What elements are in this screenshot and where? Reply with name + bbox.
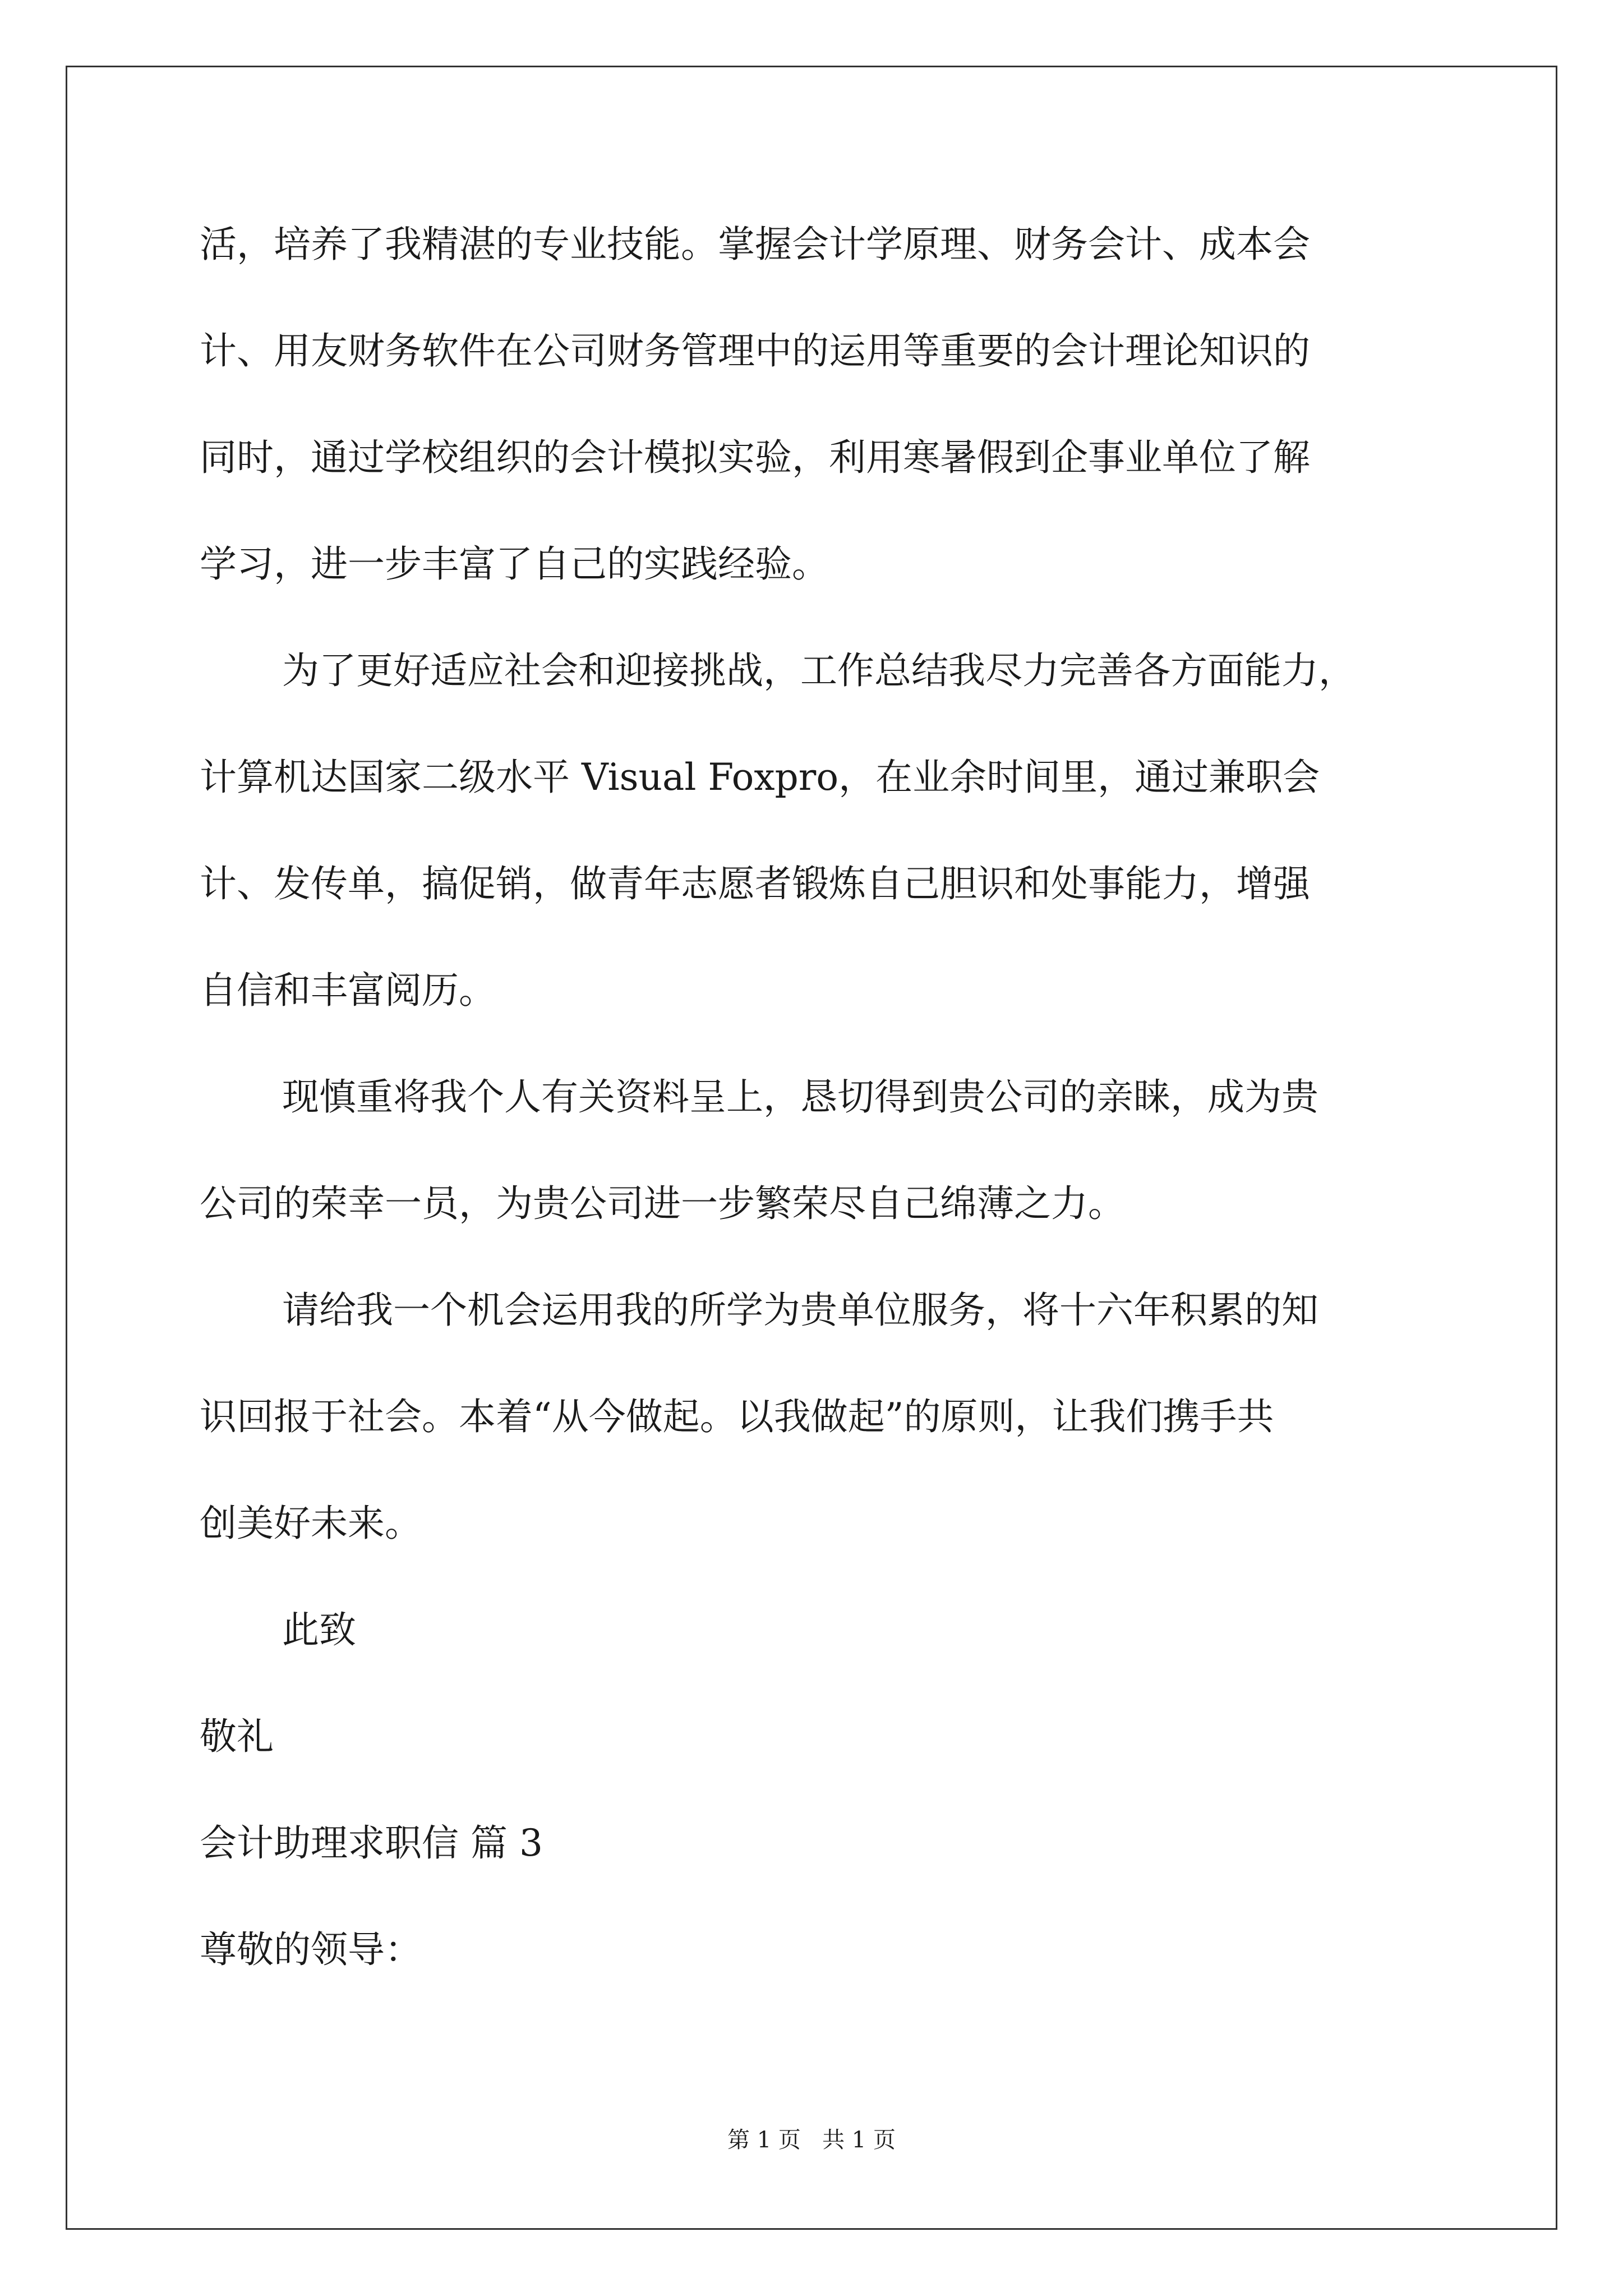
page-border <box>66 66 1557 2230</box>
greeting-line: 尊敬的领导： <box>200 1928 422 1971</box>
body-line: 学习，进一步丰富了自己的实践经验。 <box>200 542 829 586</box>
body-line: 同时，通过学校组织的会计模拟实验，利用寒暑假到企事业单位了解 <box>200 436 1310 479</box>
salutation-line: 敬礼 <box>200 1715 274 1758</box>
body-line: 自信和丰富阅历。 <box>200 969 496 1012</box>
page-footer: 第 1 页 共 1 页 <box>727 2127 896 2153</box>
body-line: 计、用友财务软件在公司财务管理中的运用等重要的会计理论知识的 <box>200 329 1310 372</box>
body-line: 请给我一个机会运用我的所学为贵单位服务，将十六年积累的知 <box>282 1289 1318 1332</box>
body-line: 计算机达国家二级水平 Visual Foxpro，在业余时间里，通过兼职会 <box>200 756 1320 799</box>
section-heading: 会计助理求职信 篇 3 <box>200 1821 543 1865</box>
body-line: 为了更好适应社会和迎接挑战，工作总结我尽力完善各方面能力， <box>282 649 1355 692</box>
body-line: 识回报于社会。本着“从今做起。以我做起”的原则，让我们携手共 <box>200 1395 1274 1438</box>
closing-line: 此致 <box>282 1608 356 1651</box>
body-line: 公司的荣幸一员，为贵公司进一步繁荣尽自己绵薄之力。 <box>200 1182 1125 1225</box>
body-line: 创美好未来。 <box>200 1502 422 1545</box>
body-line: 计、发传单，搞促销，做青年志愿者锻炼自己胆识和处事能力，增强 <box>200 862 1310 905</box>
body-line: 现慎重将我个人有关资料呈上，恳切得到贵公司的亲睐，成为贵 <box>282 1075 1318 1119</box>
body-line: 活，培养了我精湛的专业技能。掌握会计学原理、财务会计、成本会 <box>200 223 1310 266</box>
